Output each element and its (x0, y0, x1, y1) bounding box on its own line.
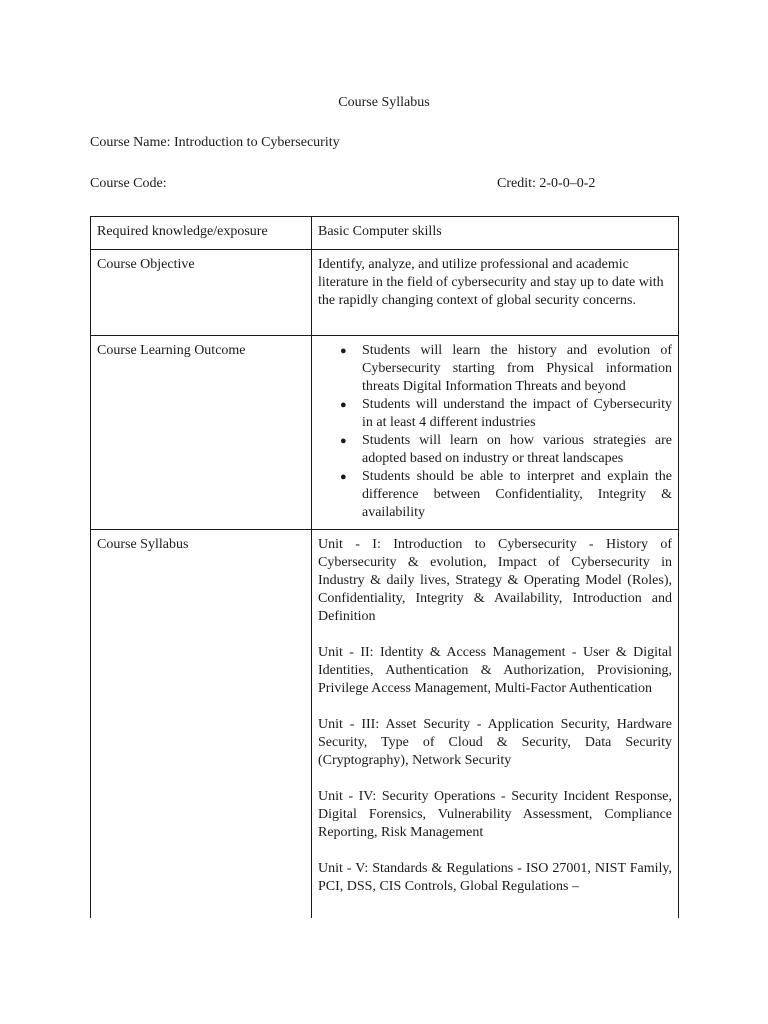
outcome-text: Students will learn the history and evolution of Cybersecurity starting from Physical information threats Digital Information Threats and beyond (362, 343, 672, 394)
syllabus-unit-3: Unit - III: Asset Security - Application Security, Hardware Security, Type of Cloud & Security, Data Security (Cryptography), Network Security (318, 717, 672, 768)
knowledge-value: Basic Computer skills (318, 224, 442, 239)
outcome-text: Students will understand the impact of Cybersecurity in at least 4 different industries (362, 397, 672, 430)
syllabus-unit-2: Unit - II: Identity & Access Management - User & Digital Identities, Authentication & Authorization, Provisioning, Privilege Access Management, Multi-Factor Authentication (318, 645, 672, 696)
list-item (340, 432, 672, 468)
course-name: Course Name: Introduction to Cybersecurity (90, 135, 340, 150)
syllabus-unit-1: Unit - I: Introduction to Cybersecurity - History of Cybersecurity & evolution, Impact of Cybersecurity in Industry & daily lives, Strategy & Operating Model (Roles), Confidentiality, Integrity & Availability, Introduction and Definition (318, 537, 672, 624)
bullet-icon: ● (340, 471, 347, 483)
list-item (340, 396, 672, 432)
bullet-icon: ● (340, 345, 347, 357)
syllabus-unit-4: Unit - IV: Security Operations - Security Incident Response, Digital Forensics, Vulnerability Assessment, Compliance Reporting, Risk Management (318, 789, 672, 840)
bullet-icon: ● (340, 435, 347, 447)
outcome-text: Students should be able to interpret and explain the difference between Confidentiality, Integrity & availability (362, 469, 672, 520)
outcome-list (318, 342, 672, 522)
outcome-label: Course Learning Outcome (91, 336, 312, 529)
objective-value: Identify, analyze, and utilize professional and academic literature in the field of cybersecurity and stay up to date with the rapidly changing context of global security concerns. (318, 257, 664, 308)
outcome-value (312, 336, 678, 529)
syllabus-label: Course Syllabus (91, 530, 312, 918)
list-item (340, 468, 672, 522)
course-credit: Credit: 2-0-0–0-2 (497, 176, 596, 191)
syllabus-unit-5: Unit - V: Standards & Regulations - ISO 27001, NIST Family, PCI, DSS, CIS Controls, Global Regulations – (318, 861, 672, 894)
outcome-text: Students will learn on how various strategies are adopted based on industry or threat landscapes (362, 433, 672, 466)
table-row-outcome (91, 336, 678, 530)
objective-label: Course Objective (91, 250, 312, 335)
document-title: Course Syllabus (338, 95, 430, 110)
knowledge-label: Required knowledge/exposure (91, 217, 312, 249)
syllabus-table (90, 216, 679, 918)
list-item (340, 342, 672, 396)
course-code: Course Code: (90, 176, 167, 191)
table-row-objective (91, 250, 678, 336)
syllabus-value (312, 530, 678, 918)
bullet-icon: ● (340, 399, 347, 411)
table-row-knowledge (91, 217, 678, 250)
table-row-syllabus (91, 530, 678, 918)
